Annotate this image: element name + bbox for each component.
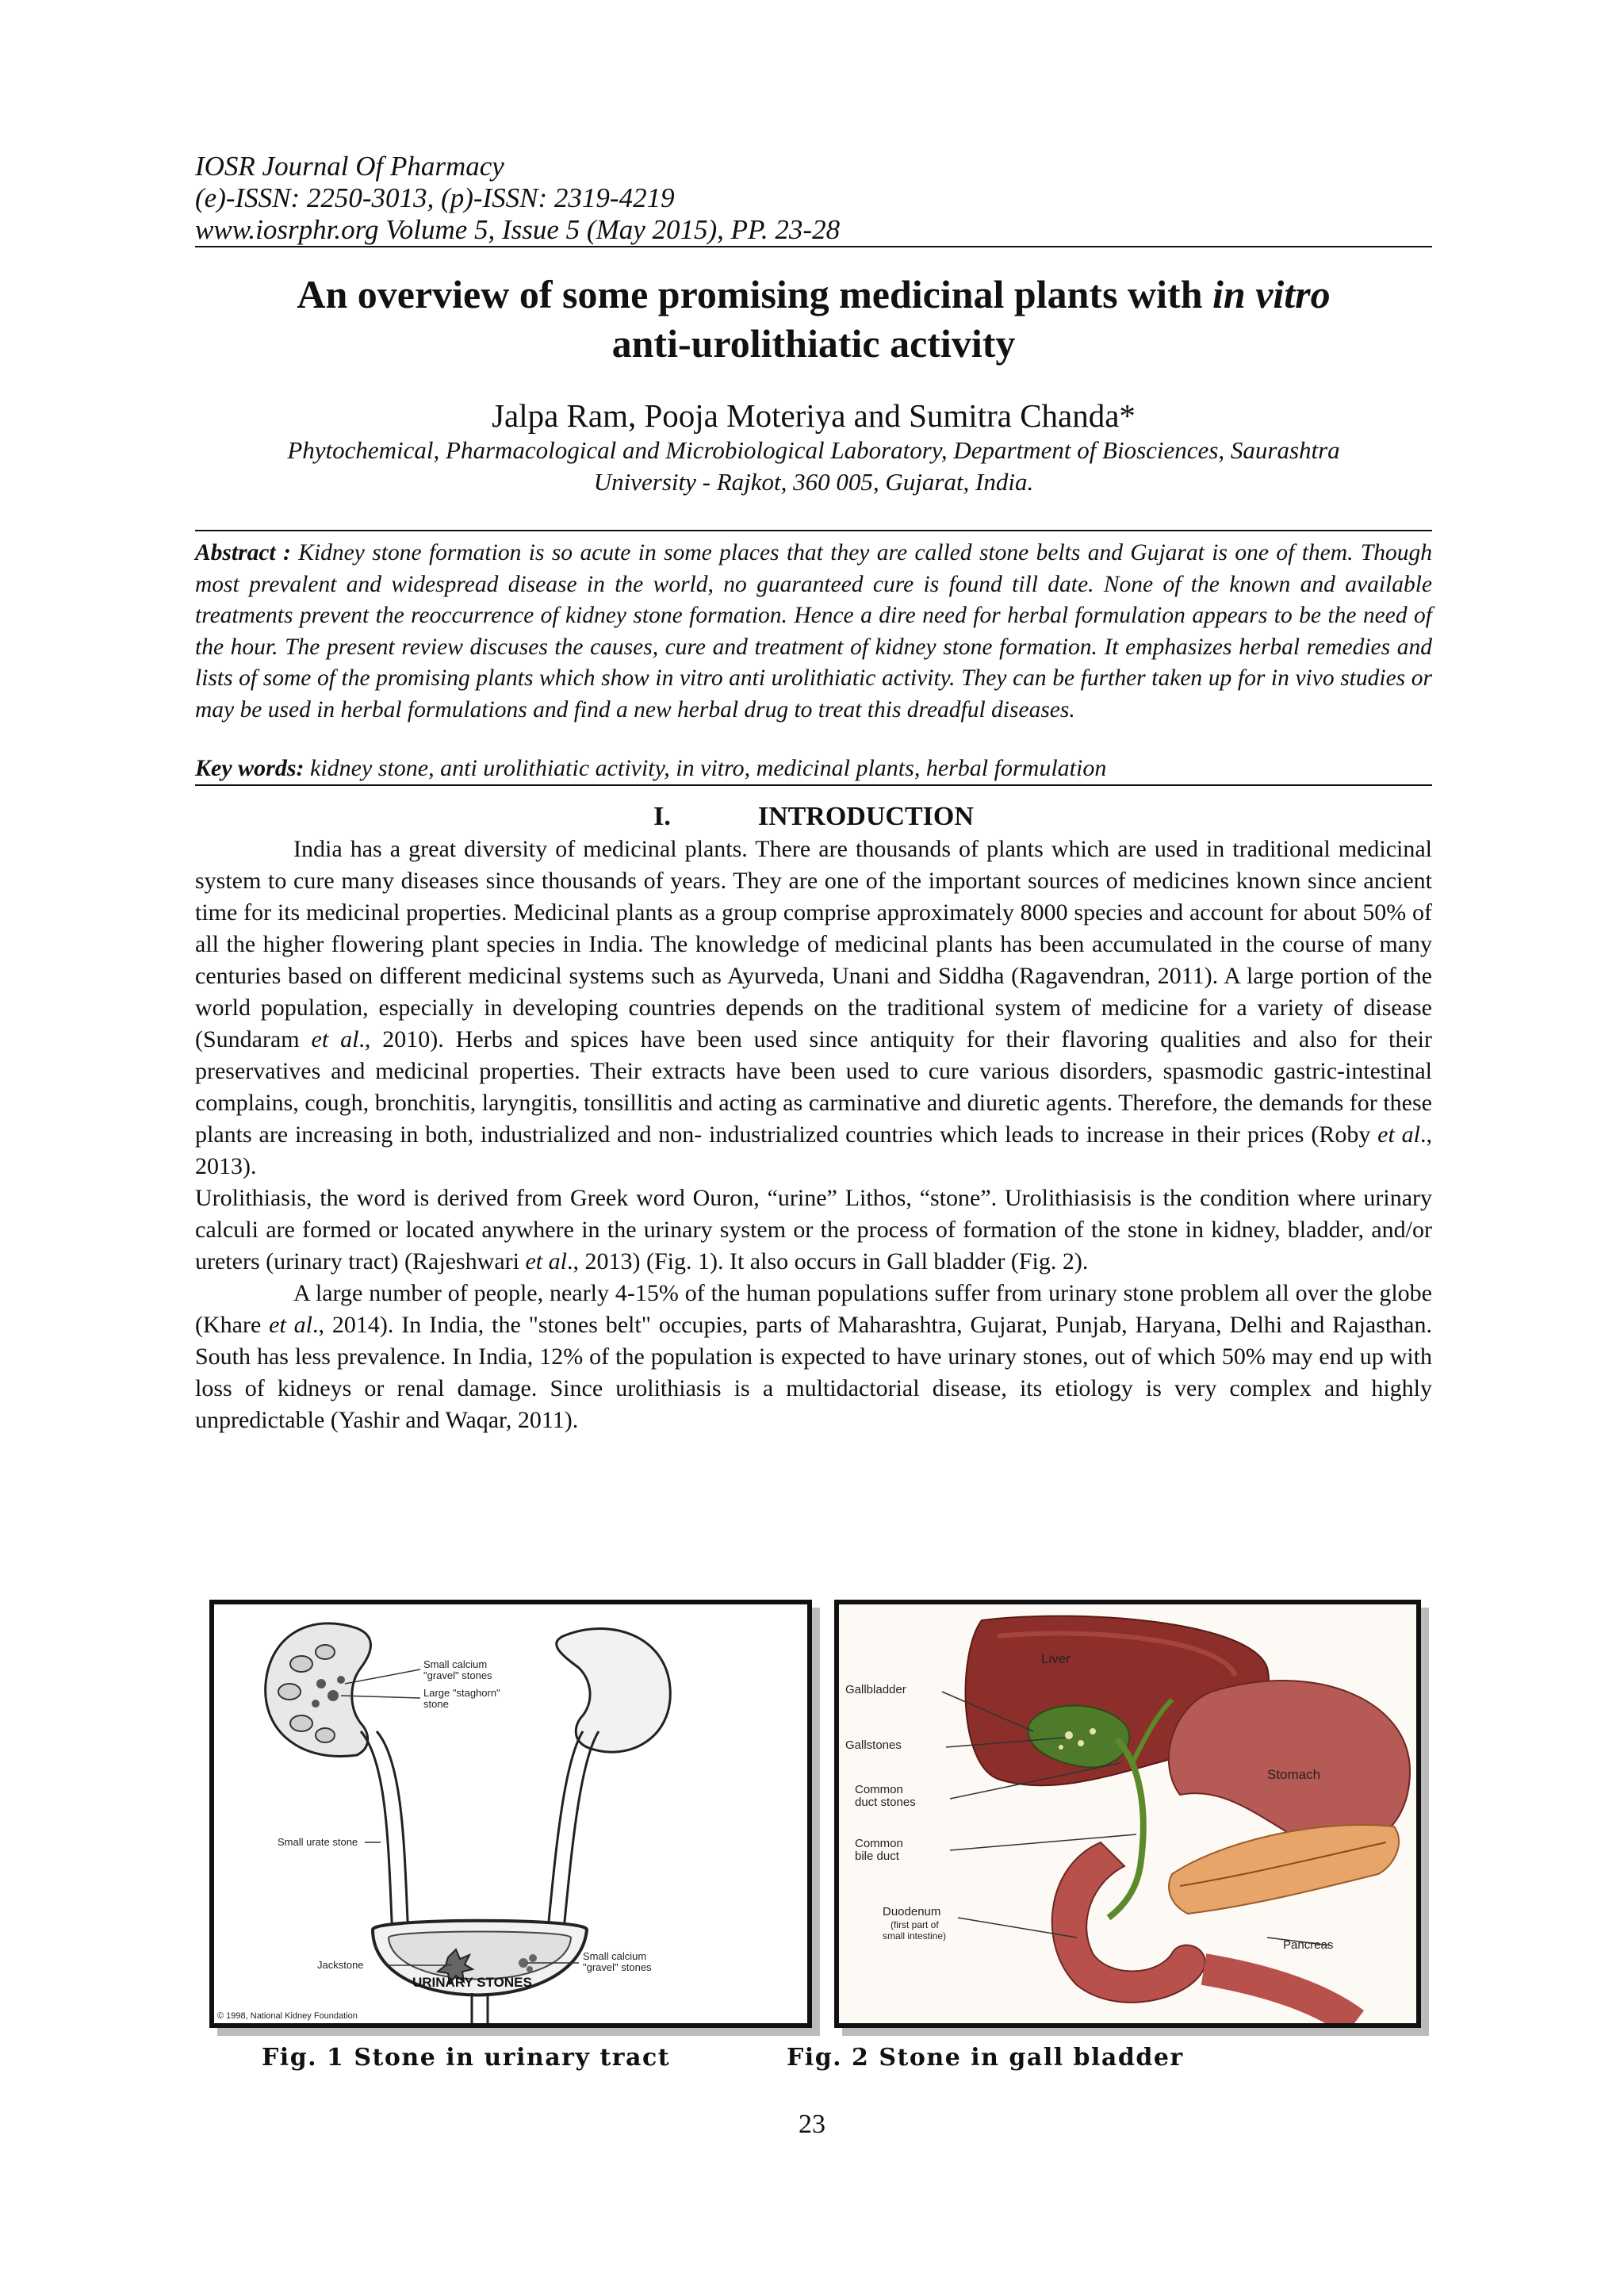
keywords-label: Key words: xyxy=(195,755,304,781)
label-small-calcium: Small calcium xyxy=(423,1658,488,1670)
figure-1-urinary-tract xyxy=(209,1600,812,2028)
figure-1-inner-title: URINARY STONES xyxy=(412,1975,532,1990)
svg-text:duct stones: duct stones xyxy=(855,1796,916,1809)
paper-title: An overview of some promising medicinal plants with in vitro anti-urolithiatic activity xyxy=(297,272,1331,366)
svg-text:"gravel" stones: "gravel" stones xyxy=(583,1961,652,1973)
svg-text:(first part of: (first part of xyxy=(891,1919,939,1930)
paragraph-3: A large number of people, nearly 4-15% of the human populations suffer from urinary stone problem all over the globe (Khare et al., 2014). In India, the "stones belt" occupies, parts of Maharashtra, Gujarat, Punjab, Haryana, Delhi and Rajasthan. South has less prevalence. In India, 12% of the population is expected to have urinary stones, out of which 50% may end up with loss of kidneys or renal damage. Since urolithiasis is a multidactorial disease, its etiology is very complex and highly unpredictable (Yashir and Waqar, 2011). xyxy=(195,1280,1432,1433)
paragraph-2: Urolithiasis, the word is derived from Greek word Ouron, “urine” Lithos, “stone”. Urolithiasisis is the condition where urinary calculi are formed or located anywhere in the urinary system or the process of formation of the stone in kidney, bladder, and/or ureters (urinary tract) (Rajeshwari et al., 2013) (Fig. 1). It also occurs in Gall bladder (Fig. 2). xyxy=(195,1185,1432,1274)
svg-text:stone: stone xyxy=(423,1698,449,1710)
label-gallbladder: Gallbladder xyxy=(845,1683,906,1696)
authors: Jalpa Ram, Pooja Moteriya and Sumitra Chanda* xyxy=(492,397,1136,434)
label-duodenum: Duodenum xyxy=(883,1905,941,1918)
label-pancreas: Pancreas xyxy=(1283,1938,1334,1952)
figure-1-caption: Fig. 1 Stone in urinary tract xyxy=(262,2044,671,2072)
figure-2-caption: Fig. 2 Stone in gall bladder xyxy=(787,2044,1184,2072)
label-staghorn: Large "staghorn" xyxy=(423,1687,500,1699)
figure-2-gall-bladder xyxy=(834,1600,1421,2028)
label-gallstones: Gallstones xyxy=(845,1738,902,1752)
label-stomach: Stomach xyxy=(1267,1767,1321,1782)
affiliation: Phytochemical, Pharmacological and Microbiological Laboratory, Department of Biosciences, Saurashtra University - Rajkot, 360 005, Gujarat, India. xyxy=(287,436,1340,496)
label-small-calcium-2: Small calcium xyxy=(583,1950,647,1962)
journal-header xyxy=(195,151,1432,246)
label-jackstone: Jackstone xyxy=(317,1959,364,1971)
gall-bladder-diagram xyxy=(839,1604,1416,2023)
abstract-text: Kidney stone formation is so acute in some places that they are called stone belts and Gujarat is one of them. Though most prevalent and widespread disease in the world, no guaranteed cure is found till date. None of the known and available treatments prevent the reoccurrence of kidney stone formation. Hence a dire need for herbal formulation appears to be the need of the hour. The present review discuses the causes, cure and treatment of kidney stone formation. It emphasizes herbal remedies and lists of some of the promising plants which show in vitro anti urolithiatic activity. They can be further taken up for in vivo studies or may be used in herbal formulations and find a new herbal drug to treat this dreadful diseases. xyxy=(195,540,1433,723)
label-liver: Liver xyxy=(1041,1651,1071,1666)
section-heading: I. INTRODUCTION xyxy=(653,802,974,831)
label-common-duct: Common xyxy=(855,1783,903,1796)
page-content xyxy=(195,151,1432,1436)
body-text xyxy=(195,834,1432,1436)
abstract-label: Abstract : xyxy=(195,540,291,565)
abstract-top-rule xyxy=(195,530,1432,531)
journal-name: IOSR Journal Of Pharmacy xyxy=(195,151,504,182)
figures-row xyxy=(209,1600,1431,2072)
paragraph-1: India has a great diversity of medicinal plants. There are thousands of plants which are used in traditional medicinal system to cure many diseases since thousands of years. They are one of the important sources of medicines known since ancient time for its medicinal properties. Medicinal plants as a group comprise approximately 8000 species and account for about 50% of all the higher flowering plant species in India. The knowledge of medicinal plants has been accumulated in the course of many centuries based on different medicinal systems such as Ayurveda, Unani and Siddha (Ragavendran, 2011). A large portion of the world population, especially in developing countries depends on the traditional system of medicine for a variety of disease (Sundaram et al., 2010). Herbs and spices have been used since antiquity for their flavoring qualities and also for their preservatives and medicinal properties. Their extracts have been used to cure various disorders, spasmodic gastric-intestinal complains, cough, bronchitis, laryngitis, tonsillitis and acting as carminative and diuretic agents. Therefore, the demands for these plants are increasing in both, industrialized and non- industrialized countries which leads to increase in their prices (Roby et al., 2013). xyxy=(195,836,1432,1179)
abstract xyxy=(195,538,1432,726)
label-urate: Small urate stone xyxy=(278,1836,358,1848)
label-bile-duct: Common xyxy=(855,1837,903,1850)
urinary-tract-diagram xyxy=(214,1604,807,2023)
journal-volume: www.iosrphr.org Volume 5, Issue 5 (May 2015), PP. 23-28 xyxy=(195,214,841,245)
header-rule xyxy=(195,246,1432,247)
svg-text:bile duct: bile duct xyxy=(855,1849,899,1863)
keywords-rule xyxy=(195,784,1432,786)
svg-text:small intestine): small intestine) xyxy=(883,1930,947,1941)
figure-1-copyright: © 1998, National Kidney Foundation xyxy=(217,2011,358,2021)
journal-issn: (e)-ISSN: 2250-3013, (p)-ISSN: 2319-4219 xyxy=(195,182,675,213)
page-number: 23 xyxy=(799,2110,825,2139)
svg-text:"gravel" stones: "gravel" stones xyxy=(423,1669,492,1681)
keywords: Key words: kidney stone, anti urolithiatic activity, in vitro, medicinal plants, herbal formulation xyxy=(195,755,1107,781)
